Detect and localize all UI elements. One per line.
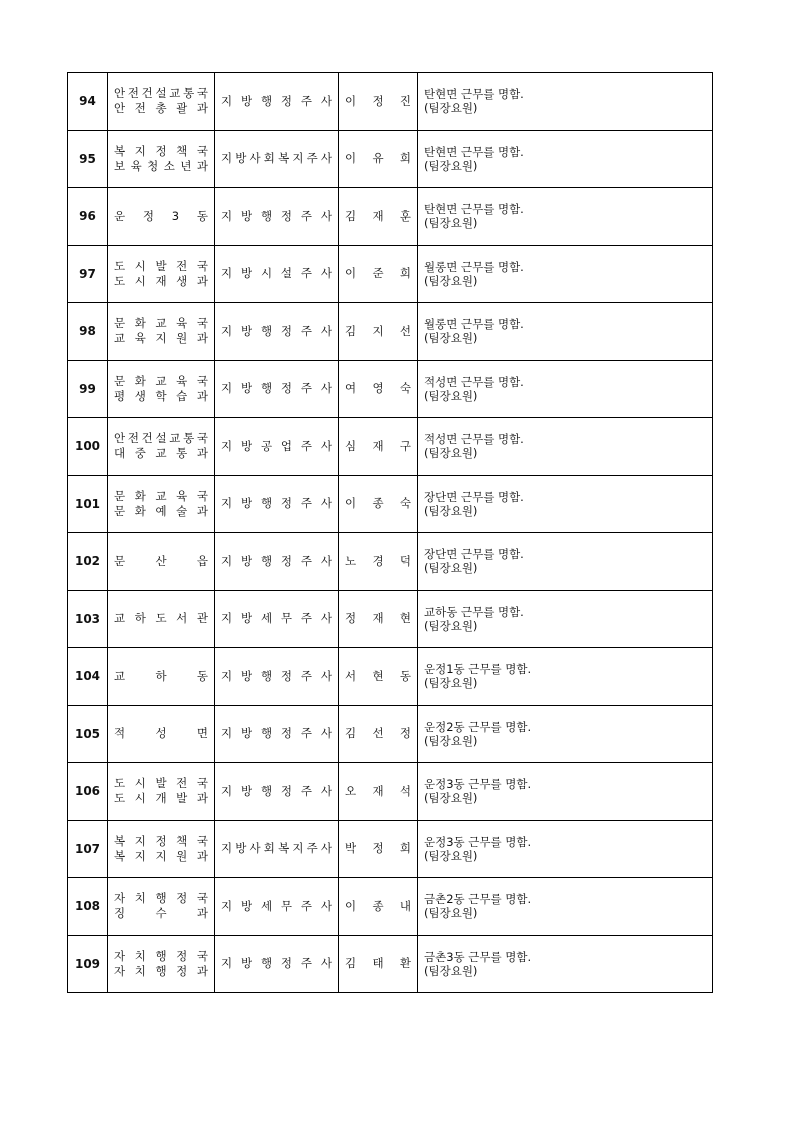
table-row	[68, 418, 713, 476]
table-row	[68, 245, 713, 303]
assignment-note: 적성면 근무를 명함.	[424, 374, 524, 389]
department-cell	[108, 73, 215, 131]
personnel-table-body	[68, 73, 713, 993]
person-name: 서 현 동	[345, 668, 411, 683]
person-name: 노 경 덕	[345, 553, 411, 568]
name-cell	[339, 73, 418, 131]
rank-cell	[215, 935, 339, 993]
person-name: 심 재 구	[345, 438, 411, 453]
assignment-note-cell	[418, 130, 713, 188]
department-cell	[108, 935, 215, 993]
role-note: (팀장요원)	[424, 216, 478, 231]
division-line: 대 중 교 통 과	[114, 446, 208, 461]
person-name: 오 재 석	[345, 783, 411, 798]
table-row	[68, 130, 713, 188]
row-number: 94	[68, 73, 108, 131]
row-number: 103	[68, 590, 108, 648]
name-cell	[339, 648, 418, 706]
rank-text: 지 방 공 업 주 사	[221, 438, 332, 453]
department-line: 자 치 행 정 국	[114, 948, 208, 963]
division-line: 징 수 과	[114, 906, 208, 921]
role-note: (팀장요원)	[424, 273, 478, 288]
department-cell	[108, 418, 215, 476]
name-cell	[339, 705, 418, 763]
assignment-note: 운정1동 근무를 명함.	[424, 662, 532, 677]
assignment-note-cell	[418, 533, 713, 591]
rank-text: 지 방 사 회 복 지 주 사	[221, 151, 332, 166]
rank-cell	[215, 648, 339, 706]
role-note: (팀장요원)	[424, 906, 478, 921]
assignment-note: 탄현면 근무를 명함.	[424, 87, 524, 102]
assignment-note-cell	[418, 878, 713, 936]
name-cell	[339, 303, 418, 361]
person-name: 김 태 환	[345, 956, 411, 971]
name-cell	[339, 130, 418, 188]
role-note: (팀장요원)	[424, 791, 478, 806]
department-cell	[108, 705, 215, 763]
table-row	[68, 73, 713, 131]
department-line: 교 하 동	[114, 668, 208, 683]
department-cell	[108, 188, 215, 246]
division-line: 도 시 재 생 과	[114, 273, 208, 288]
row-number: 98	[68, 303, 108, 361]
assignment-note-cell	[418, 590, 713, 648]
assignment-note: 장단면 근무를 명함.	[424, 547, 524, 562]
personnel-table	[67, 72, 713, 993]
rank-cell	[215, 878, 339, 936]
rank-text: 지 방 행 정 주 사	[221, 496, 332, 511]
department-line: 운 정 3 동	[114, 208, 208, 223]
rank-text: 지 방 행 정 주 사	[221, 956, 332, 971]
assignment-note: 탄현면 근무를 명함.	[424, 144, 524, 159]
role-note: (팀장요원)	[424, 101, 478, 116]
row-number: 108	[68, 878, 108, 936]
division-line: 교 육 지 원 과	[114, 331, 208, 346]
person-name: 김 선 정	[345, 726, 411, 741]
assignment-note: 교하동 근무를 명함.	[424, 604, 524, 619]
department-line: 안 전 건 설 교 통 국	[114, 431, 208, 446]
department-line: 교 하 도 서 관	[114, 611, 208, 626]
role-note: (팀장요원)	[424, 676, 478, 691]
department-line: 적 성 면	[114, 726, 208, 741]
row-number: 104	[68, 648, 108, 706]
name-cell	[339, 820, 418, 878]
name-cell	[339, 475, 418, 533]
assignment-note: 운정2동 근무를 명함.	[424, 719, 532, 734]
assignment-note: 금촌2동 근무를 명함.	[424, 892, 532, 907]
name-cell	[339, 763, 418, 821]
department-line: 문 화 교 육 국	[114, 373, 208, 388]
person-name: 이 준 희	[345, 266, 411, 281]
role-note: (팀장요원)	[424, 158, 478, 173]
person-name: 이 유 희	[345, 151, 411, 166]
rank-cell	[215, 418, 339, 476]
rank-cell	[215, 303, 339, 361]
table-row	[68, 360, 713, 418]
department-line: 안 전 건 설 교 통 국	[114, 86, 208, 101]
assignment-note: 운정3동 근무를 명함.	[424, 834, 532, 849]
rank-cell	[215, 73, 339, 131]
division-line: 도 시 개 발 과	[114, 791, 208, 806]
row-number: 97	[68, 245, 108, 303]
row-number: 99	[68, 360, 108, 418]
assignment-note-cell	[418, 820, 713, 878]
rank-text: 지 방 행 정 주 사	[221, 668, 332, 683]
row-number: 102	[68, 533, 108, 591]
department-cell	[108, 360, 215, 418]
row-number: 101	[68, 475, 108, 533]
name-cell	[339, 418, 418, 476]
name-cell	[339, 935, 418, 993]
person-name: 김 재 훈	[345, 208, 411, 223]
assignment-note: 적성면 근무를 명함.	[424, 432, 524, 447]
department-cell	[108, 130, 215, 188]
division-line: 안 전 총 괄 과	[114, 101, 208, 116]
row-number: 95	[68, 130, 108, 188]
table-row	[68, 303, 713, 361]
rank-cell	[215, 130, 339, 188]
rank-text: 지 방 행 정 주 사	[221, 323, 332, 338]
assignment-note: 월롱면 근무를 명함.	[424, 259, 524, 274]
row-number: 109	[68, 935, 108, 993]
name-cell	[339, 188, 418, 246]
rank-cell	[215, 820, 339, 878]
rank-text: 지 방 시 설 주 사	[221, 266, 332, 281]
role-note: (팀장요원)	[424, 388, 478, 403]
assignment-note-cell	[418, 188, 713, 246]
row-number: 96	[68, 188, 108, 246]
person-name: 여 영 숙	[345, 381, 411, 396]
department-line: 도 시 발 전 국	[114, 776, 208, 791]
rank-text: 지 방 행 정 주 사	[221, 93, 332, 108]
rank-cell	[215, 705, 339, 763]
rank-cell	[215, 763, 339, 821]
name-cell	[339, 533, 418, 591]
department-line: 복 지 정 책 국	[114, 833, 208, 848]
person-name: 이 종 숙	[345, 496, 411, 511]
assignment-note-cell	[418, 303, 713, 361]
rank-cell	[215, 590, 339, 648]
department-line: 문 화 교 육 국	[114, 488, 208, 503]
role-note: (팀장요원)	[424, 848, 478, 863]
assignment-note-cell	[418, 418, 713, 476]
row-number: 106	[68, 763, 108, 821]
assignment-note-cell	[418, 705, 713, 763]
person-name: 이 종 내	[345, 898, 411, 913]
department-cell	[108, 533, 215, 591]
department-cell	[108, 648, 215, 706]
rank-cell	[215, 475, 339, 533]
row-number: 107	[68, 820, 108, 878]
rank-text: 지 방 행 정 주 사	[221, 726, 332, 741]
rank-cell	[215, 245, 339, 303]
table-row	[68, 533, 713, 591]
table-row	[68, 648, 713, 706]
rank-text: 지 방 세 무 주 사	[221, 611, 332, 626]
table-row	[68, 188, 713, 246]
department-cell	[108, 878, 215, 936]
role-note: (팀장요원)	[424, 963, 478, 978]
rank-text: 지 방 행 정 주 사	[221, 208, 332, 223]
person-name: 김 지 선	[345, 323, 411, 338]
assignment-note: 장단면 근무를 명함.	[424, 489, 524, 504]
rank-cell	[215, 360, 339, 418]
table-row	[68, 763, 713, 821]
table-row	[68, 475, 713, 533]
assignment-note-cell	[418, 73, 713, 131]
person-name: 박 정 희	[345, 841, 411, 856]
department-cell	[108, 475, 215, 533]
row-number: 100	[68, 418, 108, 476]
assignment-note-cell	[418, 648, 713, 706]
table-row	[68, 878, 713, 936]
department-line: 문 산 읍	[114, 553, 208, 568]
department-line: 도 시 발 전 국	[114, 258, 208, 273]
assignment-note: 탄현면 근무를 명함.	[424, 202, 524, 217]
role-note: (팀장요원)	[424, 733, 478, 748]
department-line: 자 치 행 정 국	[114, 891, 208, 906]
department-cell	[108, 590, 215, 648]
table-row	[68, 935, 713, 993]
role-note: (팀장요원)	[424, 446, 478, 461]
division-line: 보 육 청 소 년 과	[114, 158, 208, 173]
department-line: 복 지 정 책 국	[114, 143, 208, 158]
rank-text: 지 방 행 정 주 사	[221, 553, 332, 568]
assignment-note-cell	[418, 935, 713, 993]
department-cell	[108, 245, 215, 303]
assignment-note-cell	[418, 245, 713, 303]
assignment-note: 월롱면 근무를 명함.	[424, 317, 524, 332]
rank-text: 지 방 행 정 주 사	[221, 783, 332, 798]
table-row	[68, 820, 713, 878]
role-note: (팀장요원)	[424, 561, 478, 576]
assignment-note-cell	[418, 360, 713, 418]
name-cell	[339, 245, 418, 303]
table-row	[68, 705, 713, 763]
division-line: 복 지 지 원 과	[114, 848, 208, 863]
assignment-note: 운정3동 근무를 명함.	[424, 777, 532, 792]
division-line: 평 생 학 습 과	[114, 388, 208, 403]
rank-text: 지 방 세 무 주 사	[221, 898, 332, 913]
name-cell	[339, 878, 418, 936]
name-cell	[339, 590, 418, 648]
role-note: (팀장요원)	[424, 618, 478, 633]
department-line: 문 화 교 육 국	[114, 316, 208, 331]
assignment-note-cell	[418, 475, 713, 533]
rank-cell	[215, 188, 339, 246]
department-cell	[108, 303, 215, 361]
role-note: (팀장요원)	[424, 503, 478, 518]
rank-text: 지 방 행 정 주 사	[221, 381, 332, 396]
department-cell	[108, 820, 215, 878]
row-number: 105	[68, 705, 108, 763]
table-row	[68, 590, 713, 648]
division-line: 문 화 예 술 과	[114, 503, 208, 518]
assignment-note: 금촌3동 근무를 명함.	[424, 949, 532, 964]
name-cell	[339, 360, 418, 418]
person-name: 정 재 현	[345, 611, 411, 626]
rank-text: 지 방 사 회 복 지 주 사	[221, 841, 332, 856]
assignment-note-cell	[418, 763, 713, 821]
rank-cell	[215, 533, 339, 591]
division-line: 자 치 행 정 과	[114, 963, 208, 978]
person-name: 이 정 진	[345, 93, 411, 108]
role-note: (팀장요원)	[424, 331, 478, 346]
department-cell	[108, 763, 215, 821]
